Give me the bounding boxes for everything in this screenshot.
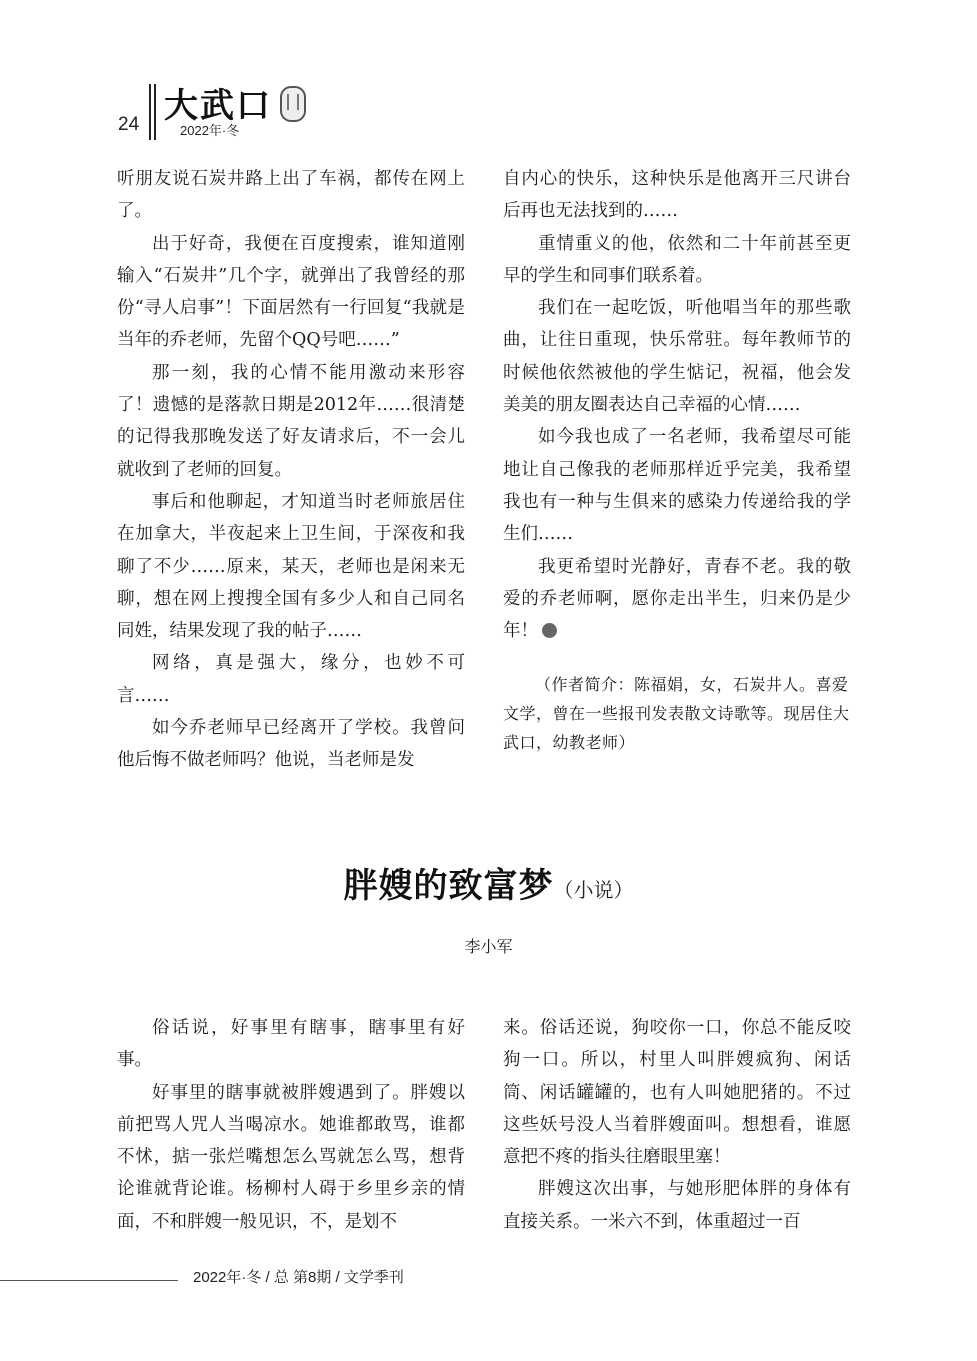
article1-column-right [503, 163, 851, 647]
page-number: 24 [118, 114, 140, 135]
article-genre: （小说） [553, 878, 634, 902]
article2-column-right [503, 1012, 851, 1238]
paragraph: 胖嫂这次出事，与她形肥体胖的身体有直接关系。一米六不到，体重超过一百 [503, 1179, 851, 1232]
issue-season: 2022年·冬 [180, 123, 240, 138]
page-header [112, 78, 412, 140]
paragraph: 事后和他聊起，才知道当时老师旅居住在加拿大，半夜起来上卫生间，于深夜和我聊了不少……原来，某天，老师也是闲来无聊，想在网上搜搜全国有多少人和自己同名同姓，结果发现了我的帖子…… [117, 491, 465, 642]
paragraph [503, 551, 851, 648]
author-bio: （作者简介：陈福娟，女，石炭井人。喜爱文学，曾在一些报刊发表散文诗歌等。现居住大武口，幼教老师） [503, 675, 850, 752]
paragraph: 如今乔老师早已经离开了学校。我曾问他后悔不做老师吗？他说，当老师是发 [117, 718, 465, 771]
seal-icon [280, 86, 306, 122]
paragraph: 听朋友说石炭井路上出了车祸，都传在网上了。 [117, 169, 465, 222]
end-mark-icon [542, 623, 557, 638]
footer-rule [0, 1280, 178, 1281]
paragraph: 重情重义的他，依然和二十年前甚至更早的学生和同事们联系着。 [503, 233, 851, 286]
paragraph: 如今我也成了一名老师，我希望尽可能地让自己像我的老师那样近乎完美，我希望我也有一种与生俱来的感染力传递给我的学生们…… [503, 427, 851, 545]
article-title: 胖嫂的致富梦 [343, 866, 554, 906]
paragraph-text: 我更希望时光静好，青春不老。我的敬爱的乔老师啊，愿你走出半生，归来仍是少年！ [503, 556, 851, 642]
article2-column-left [117, 1012, 465, 1238]
paragraph: 自内心的快乐，这种快乐是他离开三尺讲台后再也无法找到的…… [503, 169, 851, 222]
header-divider [154, 84, 156, 140]
paragraph: 我们在一起吃饭，听他唱当年的那些歌曲，让往日重现，快乐常驻。每年教师节的时候他依然被他的学生惦记，祝福，他会发美美的朋友圈表达自己幸福的心情…… [503, 298, 851, 416]
paragraph: 来。俗话还说，狗咬你一口，你总不能反咬狗一口。所以，村里人叫胖嫂疯狗、闲话筒、闲话罐罐的，也有人叫她肥猪的。不过这些妖号没人当着胖嫂面叫。想想看，谁愿意把不疼的指头往磨眼里塞！ [503, 1018, 851, 1168]
paragraph: 好事里的瞎事就被胖嫂遇到了。胖嫂以前把骂人咒人当喝凉水。她谁都敢骂，谁都不怵，掂一张烂嘴想怎么骂就怎么骂，想背论谁就背论谁。杨柳村人碍于乡里乡亲的情面，不和胖嫂一般见识，不，是划不 [117, 1082, 465, 1232]
header-divider [149, 84, 151, 140]
paragraph: 那一刻，我的心情不能用激动来形容了！遗憾的是落款日期是2012年……很清楚的记得我那晚发送了好友请求后，不一会儿就收到了老师的回复。 [117, 362, 465, 480]
paragraph: 俗话说，好事里有瞎事，瞎事里有好事。 [117, 1018, 465, 1071]
article-author: 李小军 [464, 937, 513, 956]
article1-column-left [117, 163, 465, 777]
paragraph: 出于好奇，我便在百度搜索，谁知道刚输入“石炭井”几个字，就弹出了我曾经的那份“寻人启事”！下面居然有一行回复“我就是当年的乔老师，先留个QQ号吧……” [117, 233, 465, 351]
article2-heading [0, 858, 977, 907]
page-footer: 2022年·冬 / 总 第8期 / 文学季刊 [193, 1269, 404, 1286]
magazine-brand: 大武口 [164, 86, 272, 126]
paragraph: 网络，真是强大，缘分，也妙不可言…… [117, 653, 465, 706]
